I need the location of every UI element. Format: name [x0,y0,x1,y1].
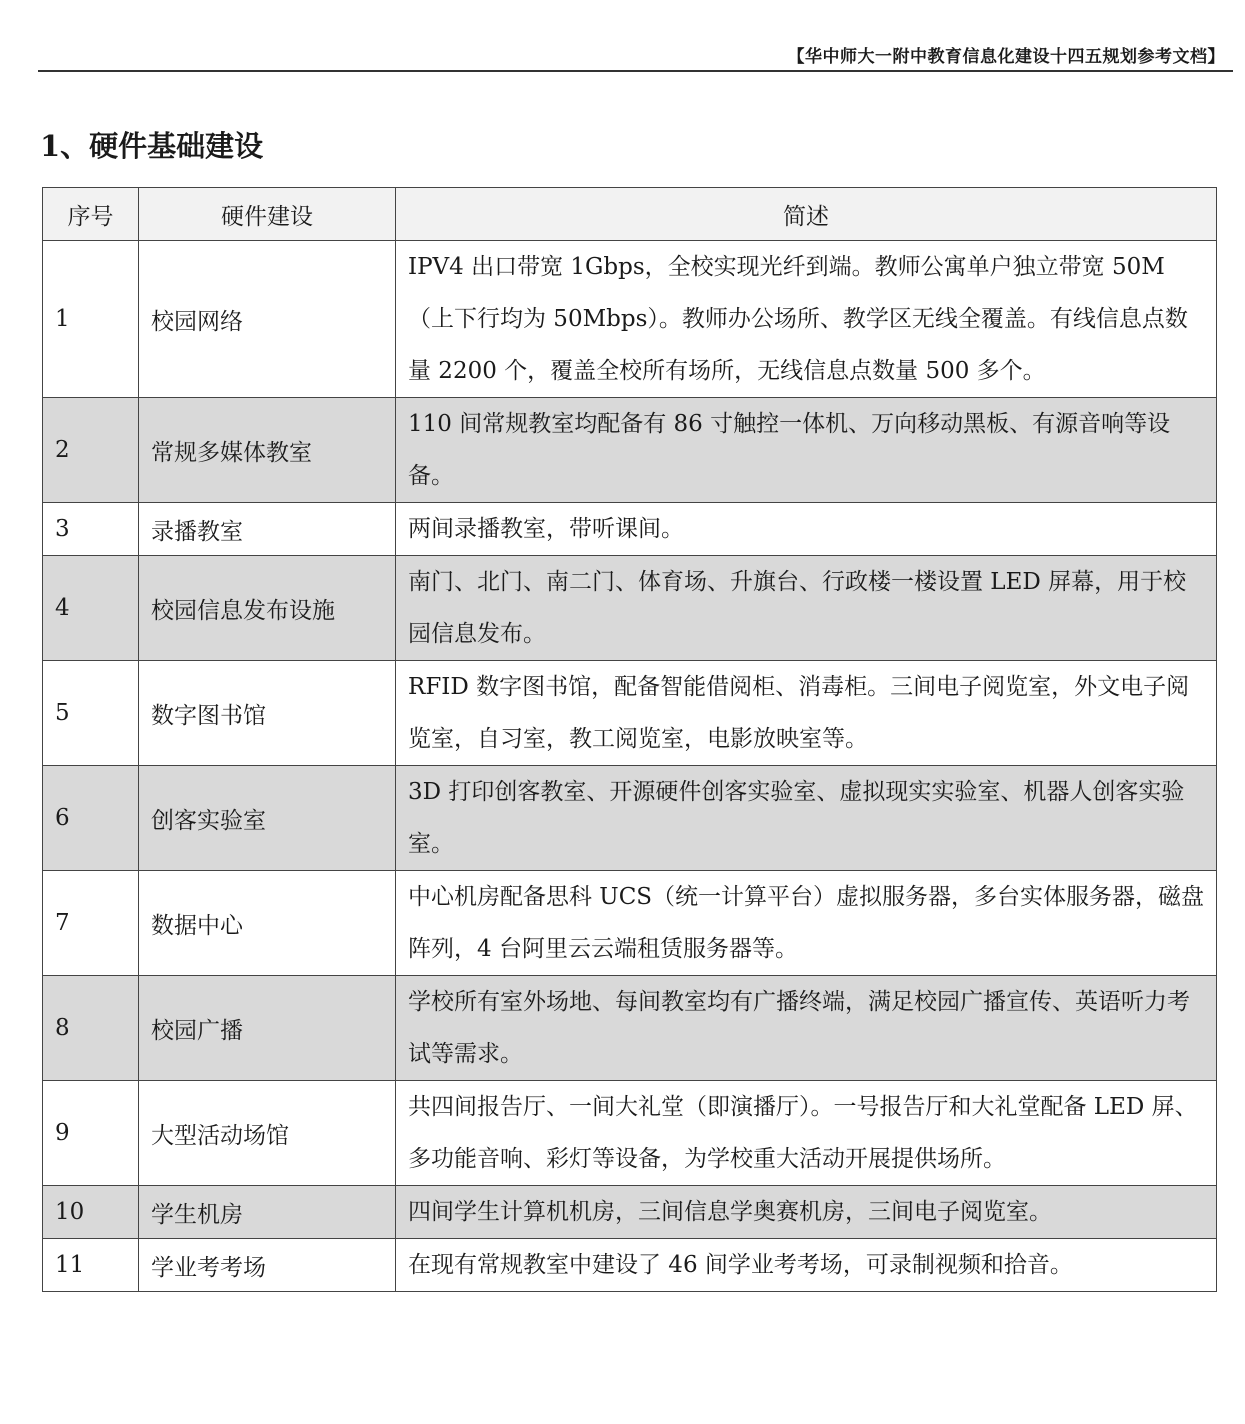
table-row [43,1081,1217,1186]
row-hardware: 学生机房 [139,1186,396,1239]
table-row [43,1239,1217,1292]
table-row [43,766,1217,871]
row-description: 四间学生计算机机房，三间信息学奥赛机房，三间电子阅览室。 [396,1186,1217,1239]
table-row [43,556,1217,661]
row-description: 3D 打印创客教室、开源硬件创客实验室、虚拟现实实验室、机器人创客实验室。 [396,766,1217,871]
row-number: 8 [43,976,139,1081]
row-description: 南门、北门、南二门、体育场、升旗台、行政楼一楼设置 LED 屏幕，用于校园信息发布。 [396,556,1217,661]
row-hardware: 学业考考场 [139,1239,396,1292]
row-number: 2 [43,398,139,503]
row-hardware: 常规多媒体教室 [139,398,396,503]
section-title: 1、硬件基础建设 [40,129,264,163]
table-header-row [43,188,1217,241]
table-row [43,871,1217,976]
row-description: 在现有常规教室中建设了 46 间学业考考场，可录制视频和拾音。 [396,1239,1217,1292]
header-divider [38,70,1233,72]
row-number: 6 [43,766,139,871]
row-hardware: 校园网络 [139,241,396,398]
hardware-table [42,187,1217,1292]
row-hardware: 录播教室 [139,503,396,556]
row-hardware: 数字图书馆 [139,661,396,766]
row-number: 7 [43,871,139,976]
row-number: 1 [43,241,139,398]
row-hardware: 创客实验室 [139,766,396,871]
row-description: IPV4 出口带宽 1Gbps，全校实现光纤到端。教师公寓单户独立带宽 50M（上下行均为 50Mbps）。教师办公场所、教学区无线全覆盖。有线信息点数量 2200 个，覆盖全校所有场所，无线信息点数量 500 多个。 [396,241,1217,398]
row-description: 学校所有室外场地、每间教室均有广播终端，满足校园广播宣传、英语听力考试等需求。 [396,976,1217,1081]
row-hardware: 数据中心 [139,871,396,976]
row-hardware: 校园信息发布设施 [139,556,396,661]
row-number: 9 [43,1081,139,1186]
document-header: 【华中师大一附中教育信息化建设十四五规划参考文档】 [787,47,1225,67]
table-row [43,1186,1217,1239]
row-description: 两间录播教室，带听课间。 [396,503,1217,556]
row-number: 11 [43,1239,139,1292]
table-row [43,398,1217,503]
row-description: 共四间报告厅、一间大礼堂（即演播厅）。一号报告厅和大礼堂配备 LED 屏、多功能音响、彩灯等设备，为学校重大活动开展提供场所。 [396,1081,1217,1186]
table-row [43,241,1217,398]
row-description: RFID 数字图书馆，配备智能借阅柜、消毒柜。三间电子阅览室，外文电子阅览室，自习室，教工阅览室，电影放映室等。 [396,661,1217,766]
row-description: 110 间常规教室均配备有 86 寸触控一体机、万向移动黑板、有源音响等设备。 [396,398,1217,503]
row-number: 3 [43,503,139,556]
row-number: 10 [43,1186,139,1239]
row-number: 5 [43,661,139,766]
column-header-number: 序号 [43,188,139,241]
table-row [43,976,1217,1081]
table-row [43,661,1217,766]
column-header-hardware: 硬件建设 [139,188,396,241]
table-row [43,503,1217,556]
row-number: 4 [43,556,139,661]
row-hardware: 校园广播 [139,976,396,1081]
row-description: 中心机房配备思科 UCS（统一计算平台）虚拟服务器，多台实体服务器，磁盘阵列，4 台阿里云云端租赁服务器等。 [396,871,1217,976]
row-hardware: 大型活动场馆 [139,1081,396,1186]
column-header-description: 简述 [396,188,1217,241]
